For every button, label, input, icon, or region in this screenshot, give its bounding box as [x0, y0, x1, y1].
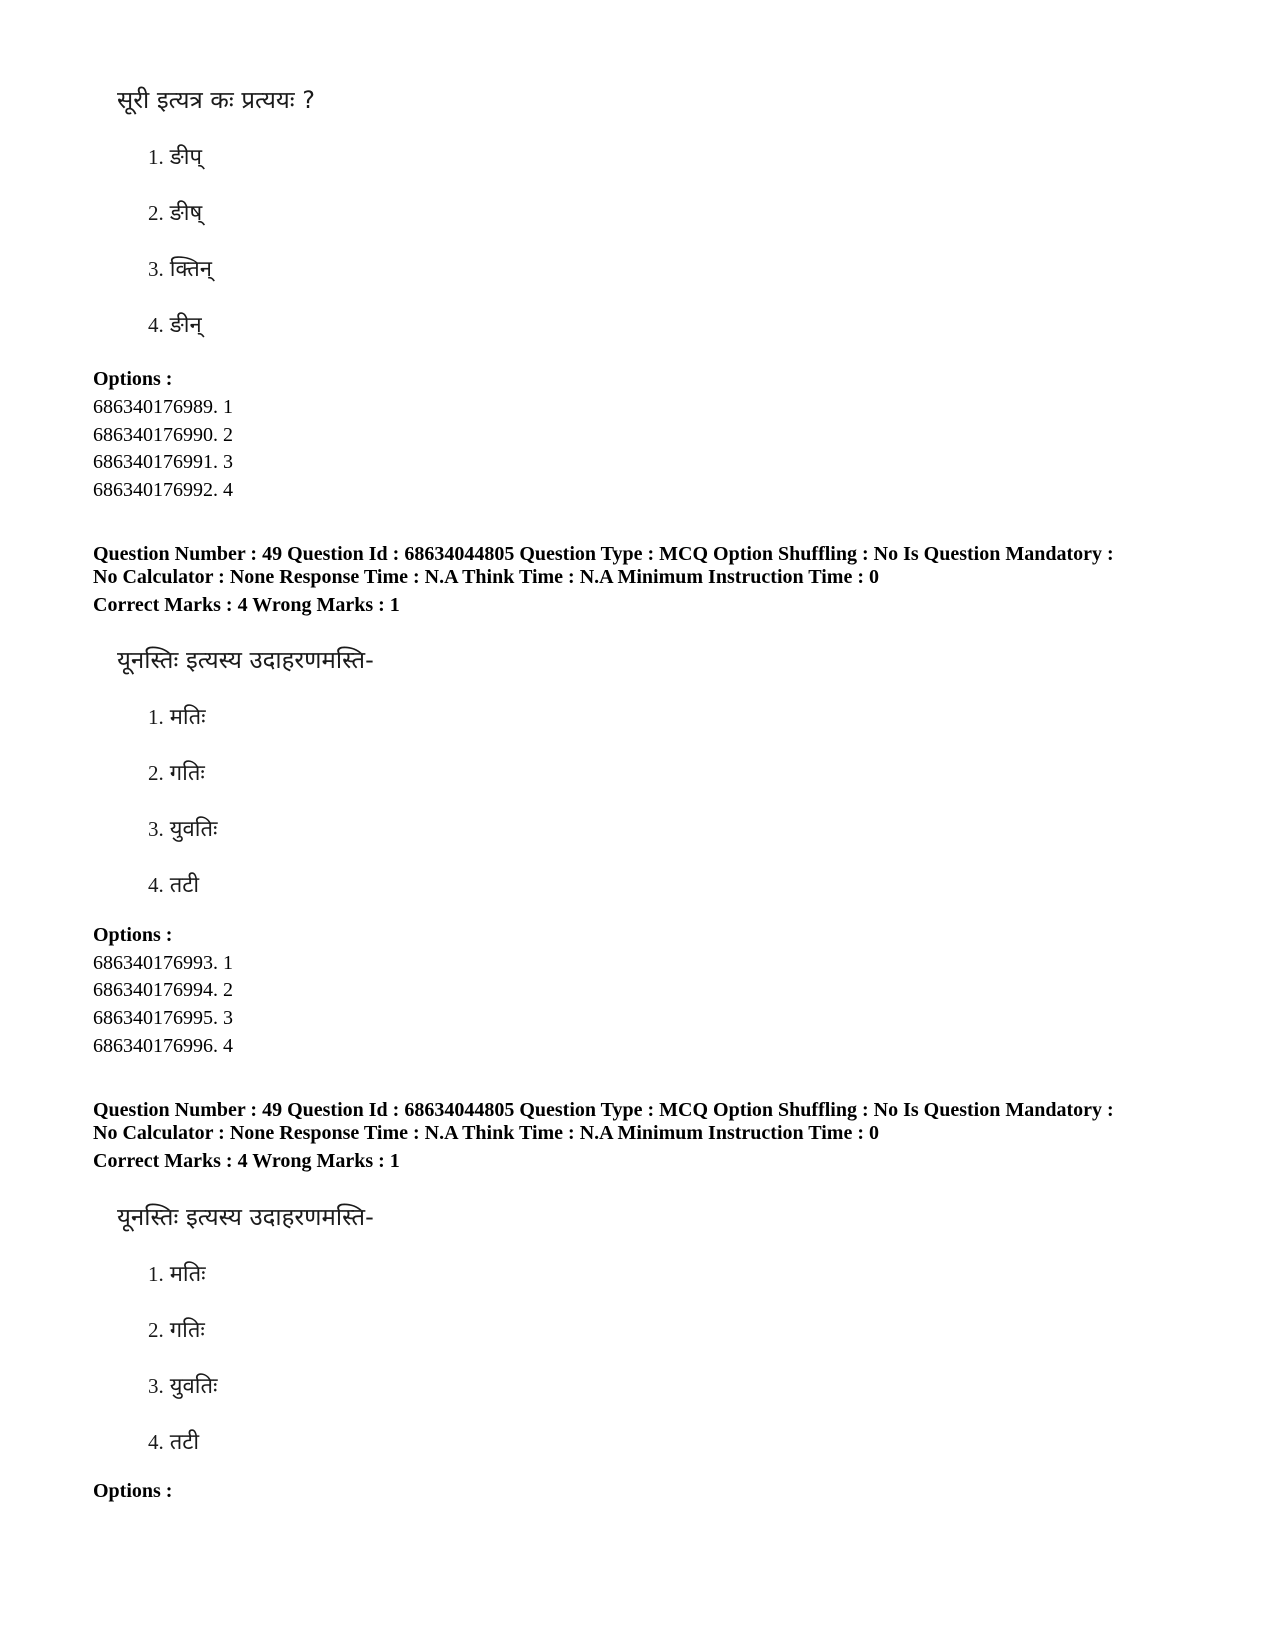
- choice-number: 3.: [148, 257, 164, 281]
- choice-number: 1.: [148, 145, 164, 169]
- option-id-line: 686340176993. 1: [93, 952, 233, 974]
- option-id-line: 686340176996. 4: [93, 1035, 233, 1057]
- question-meta-line-2: No Calculator : None Response Time : N.A Think Time : N.A Minimum Instruction Time : 0: [93, 1122, 879, 1144]
- choice-number: 2.: [148, 1318, 164, 1342]
- choice-text: मतिः: [169, 705, 206, 730]
- question-meta-line-2: No Calculator : None Response Time : N.A Think Time : N.A Minimum Instruction Time : 0: [93, 566, 879, 588]
- choice-number: 4.: [148, 1430, 164, 1454]
- choice-3: [148, 814, 217, 845]
- choice-text: युवतिः: [169, 817, 218, 842]
- choice-2: [148, 1315, 205, 1346]
- choice-text: तटी: [169, 1430, 200, 1455]
- question-text: यूनस्तिः इत्यस्य उदाहरणमस्ति-: [117, 646, 374, 674]
- choice-text: तटी: [169, 873, 200, 898]
- choice-number: 1.: [148, 705, 164, 729]
- choice-number: 1.: [148, 1262, 164, 1286]
- choice-text: मतिः: [169, 1262, 206, 1287]
- choice-4: [148, 870, 199, 901]
- options-label: Options :: [93, 924, 173, 946]
- choice-4: [148, 1427, 199, 1458]
- option-id-line: 686340176992. 4: [93, 479, 233, 501]
- choice-number: 4.: [148, 313, 164, 337]
- question-marks: Correct Marks : 4 Wrong Marks : 1: [93, 1150, 400, 1172]
- choice-4: [148, 310, 202, 341]
- choice-text: गतिः: [169, 1318, 205, 1343]
- choice-number: 2.: [148, 761, 164, 785]
- option-id-line: 686340176994. 2: [93, 979, 233, 1001]
- choice-number: 3.: [148, 817, 164, 841]
- choice-text: ङीप्: [169, 145, 202, 170]
- choice-text: ङीन्: [169, 313, 202, 338]
- option-id-line: 686340176991. 3: [93, 451, 233, 473]
- question-text: सूरी इत्यत्र कः प्रत्ययः ?: [117, 86, 316, 114]
- option-id-line: 686340176995. 3: [93, 1007, 233, 1029]
- choice-1: [148, 1259, 206, 1290]
- option-id-line: 686340176990. 2: [93, 424, 233, 446]
- choice-text: ङीष्: [169, 201, 203, 226]
- option-id-line: 686340176989. 1: [93, 396, 233, 418]
- choice-1: [148, 142, 202, 173]
- question-meta-line-1: Question Number : 49 Question Id : 68634044805 Question Type : MCQ Option Shuffling : No Is Question Mandatory :: [93, 543, 1114, 565]
- choice-1: [148, 702, 206, 733]
- choice-2: [148, 758, 205, 789]
- options-label: Options :: [93, 368, 173, 390]
- choice-number: 3.: [148, 1374, 164, 1398]
- choice-number: 2.: [148, 201, 164, 225]
- choice-text: गतिः: [169, 761, 205, 786]
- choice-2: [148, 198, 202, 229]
- question-meta-line-1: Question Number : 49 Question Id : 68634044805 Question Type : MCQ Option Shuffling : No Is Question Mandatory :: [93, 1099, 1114, 1121]
- options-label: Options :: [93, 1480, 173, 1502]
- choice-3: [148, 254, 212, 285]
- question-text: यूनस्तिः इत्यस्य उदाहरणमस्ति-: [117, 1203, 374, 1231]
- choice-text: युवतिः: [169, 1374, 218, 1399]
- choice-number: 4.: [148, 873, 164, 897]
- question-marks: Correct Marks : 4 Wrong Marks : 1: [93, 594, 400, 616]
- choice-text: क्तिन्: [169, 257, 212, 282]
- choice-3: [148, 1371, 217, 1402]
